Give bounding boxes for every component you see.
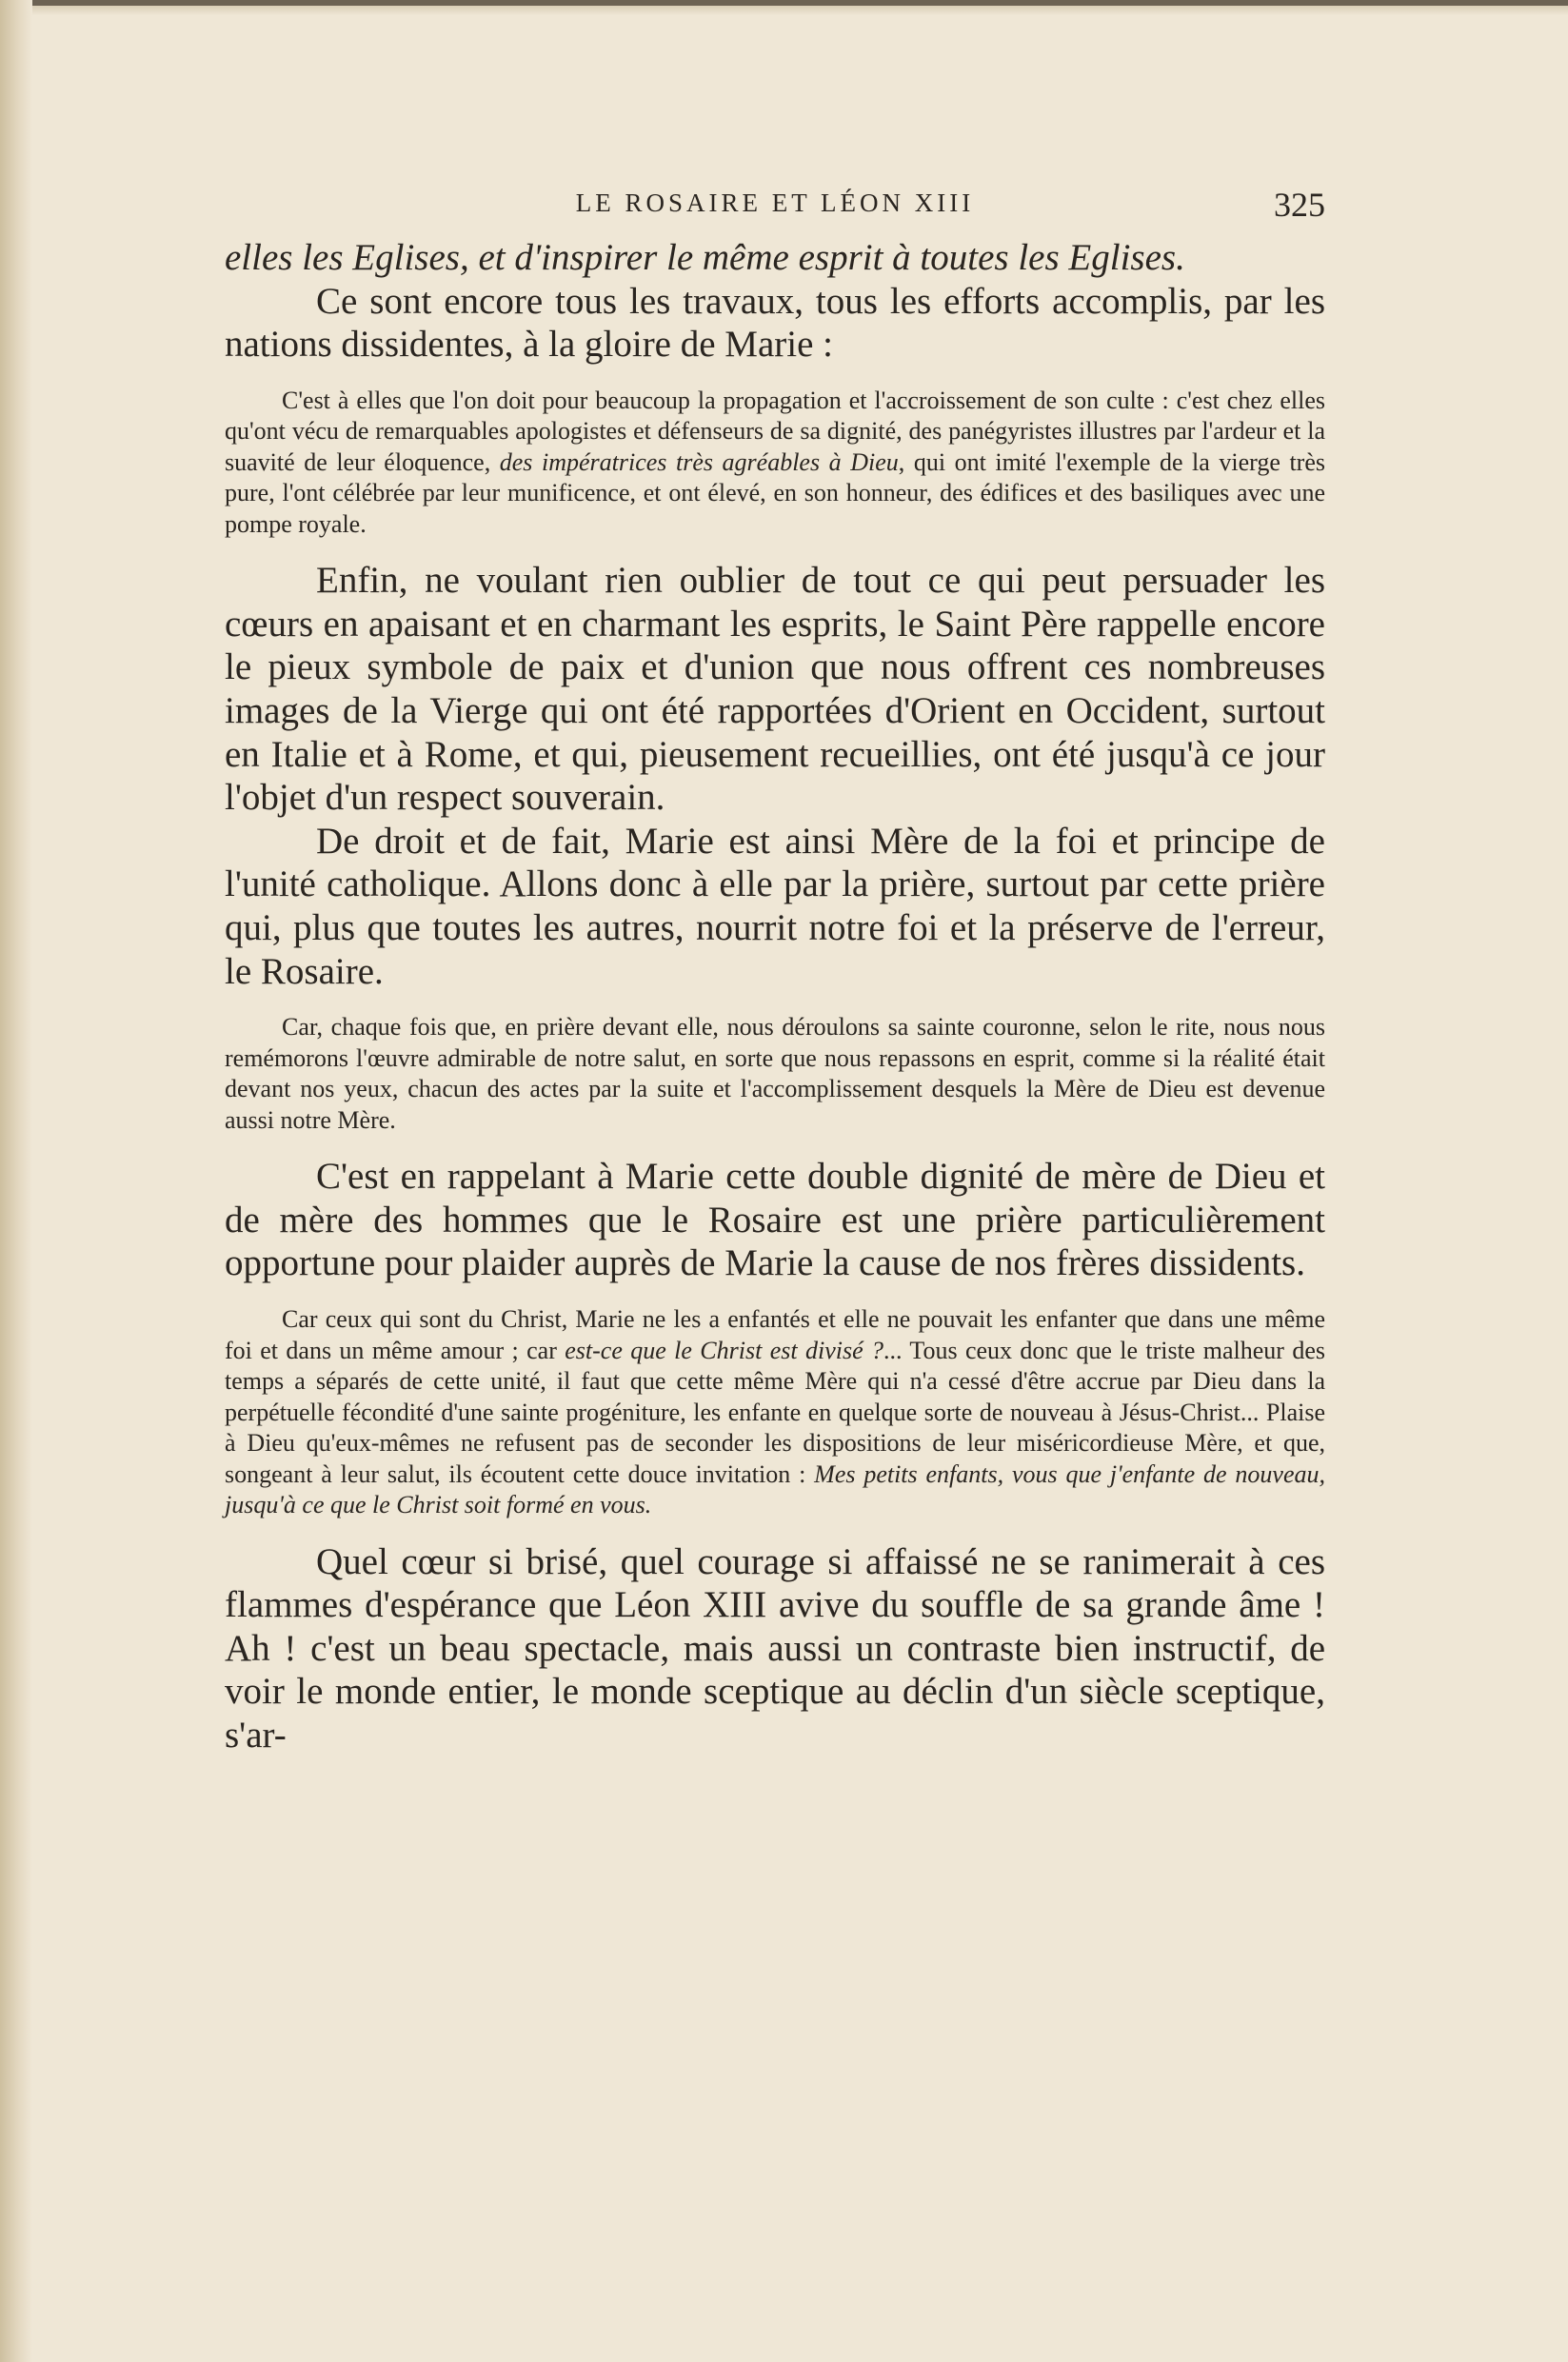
running-title: LE ROSAIRE ET LÉON XIII [575, 189, 975, 217]
running-head [225, 187, 1325, 236]
quote-italic-text: Mes petits enfants, vous que j'enfante de nouveau, jusqu'à ce que le Christ soit formé en vous. [225, 1459, 1325, 1518]
quote-text: C'est à elles que l'on doit pour beaucoup la propagation et l'accroissement de son culte : c'est chez elles qu'ont vécu de remarquables apologistes et défenseurs de sa dignité, des panégyristes illustres par l'ardeur et la suavité de leur éloquence, [225, 386, 1325, 476]
paragraph: C'est en rappelant à Marie cette double dignité de mère de Dieu et de mère des hommes que le Rosaire est une prière particulièrement opportune pour plaider auprès de Marie la cause de nos frères dissidents. [225, 1156, 1325, 1284]
quote-italic-text: est-ce que le Christ est divisé ? [565, 1336, 883, 1364]
page-number: 325 [1274, 186, 1325, 224]
paragraph-continuation: elles les Eglises, et d'inspirer le même esprit à toutes les Eglises. [225, 237, 1185, 278]
paragraph: Ce sont encore tous les travaux, tous les efforts accomplis, par les nations dissidentes, à la gloire de Marie : [225, 280, 1325, 366]
block-quote: Car, chaque fois que, en prière devant elle, nous déroulons sa sainte couronne, selon le rite, nous nous remémorons l'œuvre admirable de notre salut, en sorte que nous repassons en esprit, comme si la réalité était devant nos yeux, chacun des actes par la suite et l'accomplissement desquels la Mère de Dieu est devenue aussi notre Mère. [225, 1013, 1325, 1134]
block-quote [225, 1304, 1325, 1521]
text-column [225, 187, 1325, 1757]
paragraph: Enfin, ne voulant rien oublier de tout ce qui peut persuader les cœurs en apaisant et en charmant les esprits, le Saint Père rappelle encore le pieux symbole de paix et d'union que nous offrent ces nombreuses images de la Vierge qui ont été rapportées d'Orient en Occident, surtout en Italie et à Rome, et qui, pieusement recueillies, ont été jusqu'à ce jour l'objet d'un respect souverain. [225, 560, 1325, 819]
page-gutter-shadow [0, 0, 32, 2362]
quote-text: Car ceux qui sont du Christ, Marie ne les a enfantés et elle ne pouvait les enfanter que dans une même foi et dans un même amour ; car [225, 1305, 1325, 1364]
quote-text: ... Tous ceux donc que le triste malheur des temps a séparés de cette unité, il faut que cette même Mère qui n'a cessé d'être accrue par Dieu dans la perpétuelle fécondité d'une sainte progéniture, les enfante en quelque sorte de nouveau à Jésus-Christ... Plaise à Dieu qu'eux-mêmes ne refusent pas de seconder les dispositions de leur miséricordieuse Mère, et que, songeant à leur salut, ils écoutent cette douce invitation : [225, 1336, 1325, 1488]
paragraph: Quel cœur si brisé, quel courage si affaissé ne se ranimerait à ces flammes d'espérance que Léon XIII avive du souffle de sa grande âme ! Ah ! c'est un beau spectacle, mais aussi un contraste bien instructif, de voir le monde entier, le monde sceptique au déclin d'un siècle sceptique, s'ar- [225, 1540, 1325, 1756]
page-top-shadow [0, 6, 1568, 15]
quote-text: , qui ont imité l'exemple de la vierge très pure, l'ont célébrée par leur munificence, et ont élevé, en son honneur, des édifices et des basiliques avec une pompe royale. [225, 447, 1325, 538]
quote-italic-text: des impératrices très agréables à Dieu [499, 447, 899, 476]
paragraph: De droit et de fait, Marie est ainsi Mère de la foi et principe de l'unité catholique. Allons donc à elle par la prière, surtout par cette prière qui, plus que toutes les autres, nourrit notre foi et la préserve de l'erreur, le Rosaire. [225, 820, 1325, 992]
block-quote [225, 386, 1325, 541]
